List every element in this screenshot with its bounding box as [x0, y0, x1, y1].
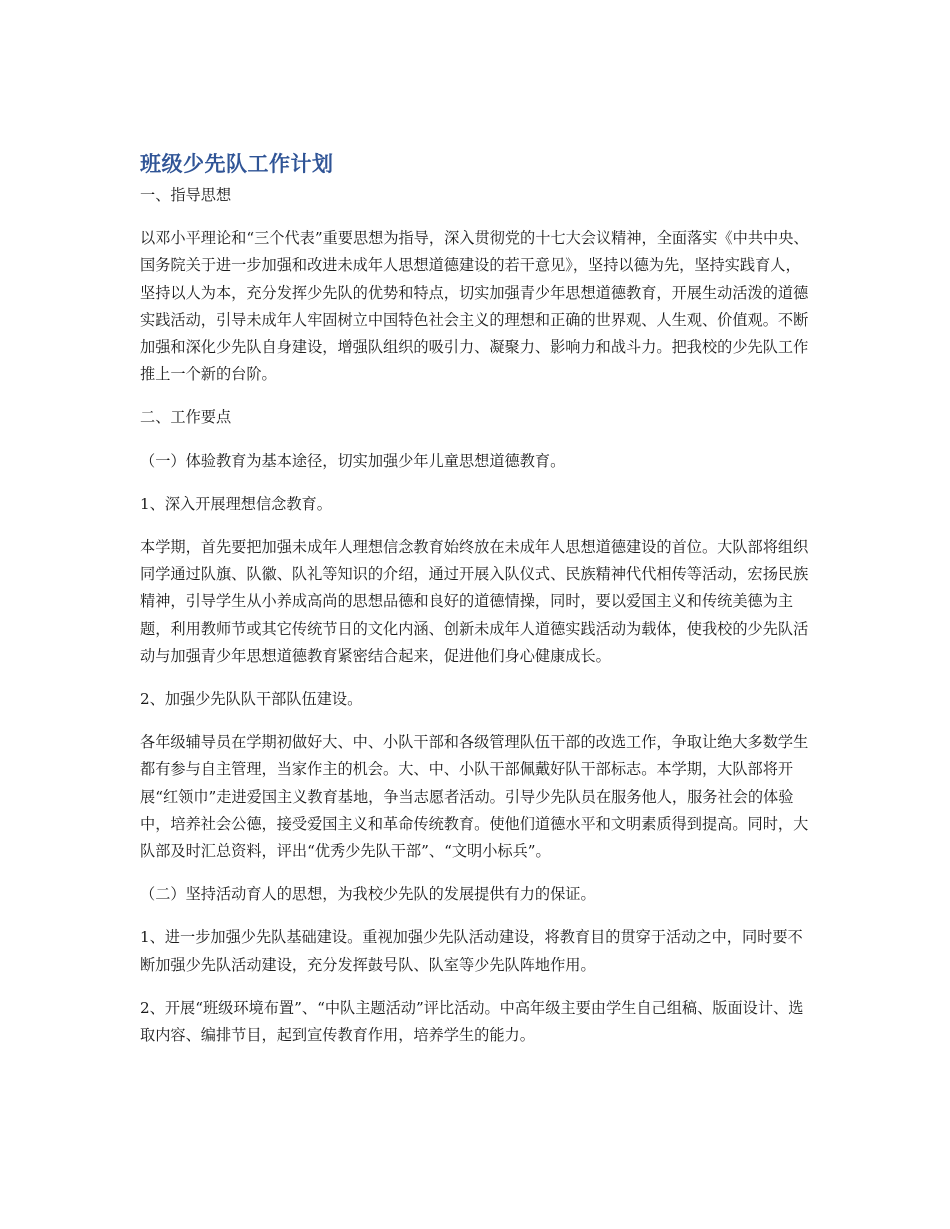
section-heading-guiding-ideology: 一、指导思想	[140, 186, 232, 204]
subsection-heading-1: （一）体验教育为基本途径，切实加强少年儿童思想道德教育。	[140, 451, 566, 470]
item-heading-1-1: 1、深入开展理想信念教育。	[140, 494, 332, 513]
document-page	[140, 146, 812, 1049]
paragraph-ideal-belief-education: 本学期，首先要把加强未成年人理想信念教育始终放在未成年人思想道德建设的首位。大队部将组织同学通过队旗、队徽、队礼等知识的介绍，通过开展入队仪式、民族精神代代相传等活动，宏扬民族精神，引导学生从小养成高尚的思想品德和良好的道德情操，同时，要以爱国主义和传统美德为主题，利用教师节或其它传统节日的文化内涵、创新未成年人道德实践活动为载体，使我校的少先队活动与加强青少年思想道德教育紧密结合起来，促进他们身心健康成长。	[140, 538, 809, 665]
paragraph-guiding-ideology: 以邓小平理论和“三个代表”重要思想为指导，深入贯彻党的十七大会议精神，全面落实《中共中央、国务院关于进一步加强和改进未成年人思想道德建设的若干意见》，坚持以德为先，坚持实践育人，坚持以人为本，充分发挥少先队的优势和特点，切实加强青少年思想道德教育，开展生动活泼的道德实践活动，引导未成年人牢固树立中国特色社会主义的理想和正确的世界观、人生观、价值观。不断加强和深化少先队自身建设，增强队组织的吸引力、凝聚力、影响力和战斗力。把我校的少先队工作推上一个新的台阶。	[140, 229, 809, 384]
item-heading-1-2: 2、加强少先队队干部队伍建设。	[140, 690, 363, 709]
section-heading-work-points: 二、工作要点	[140, 408, 232, 427]
document-title: 班级少先队工作计划	[140, 152, 334, 176]
item-paragraph-2-2: 2、开展“班级环境布置”、“中队主题活动”评比活动。中高年级主要由学生自己组稿、版面设计、选取内容、编排节目，起到宣传教育作用，培养学生的能力。	[140, 998, 804, 1045]
subsection-heading-2: （二）坚持活动育人的思想，为我校少先队的发展提供有力的保证。	[140, 885, 596, 904]
paragraph-cadre-team-building: 各年级辅导员在学期初做好大、中、小队干部和各级管理队伍干部的改选工作，争取让绝大多数学生都有参与自主管理，当家作主的机会。大、中、小队干部佩戴好队干部标志。本学期，大队部将开展“红领巾”走进爱国主义教育基地，争当志愿者活动。引导少先队员在服务他人，服务社会的体验中，培养社会公德，接受爱国主义和革命传统教育。使他们道德水平和文明素质得到提高。同时，大队部及时汇总资料，评出“优秀少先队干部”、“文明小标兵”。	[140, 733, 809, 861]
item-paragraph-2-1: 1、进一步加强少先队基础建设。重视加强少先队活动建设，将教育目的贯穿于活动之中，同时要不断加强少先队活动建设，充分发挥鼓号队、队室等少先队阵地作用。	[140, 928, 803, 974]
